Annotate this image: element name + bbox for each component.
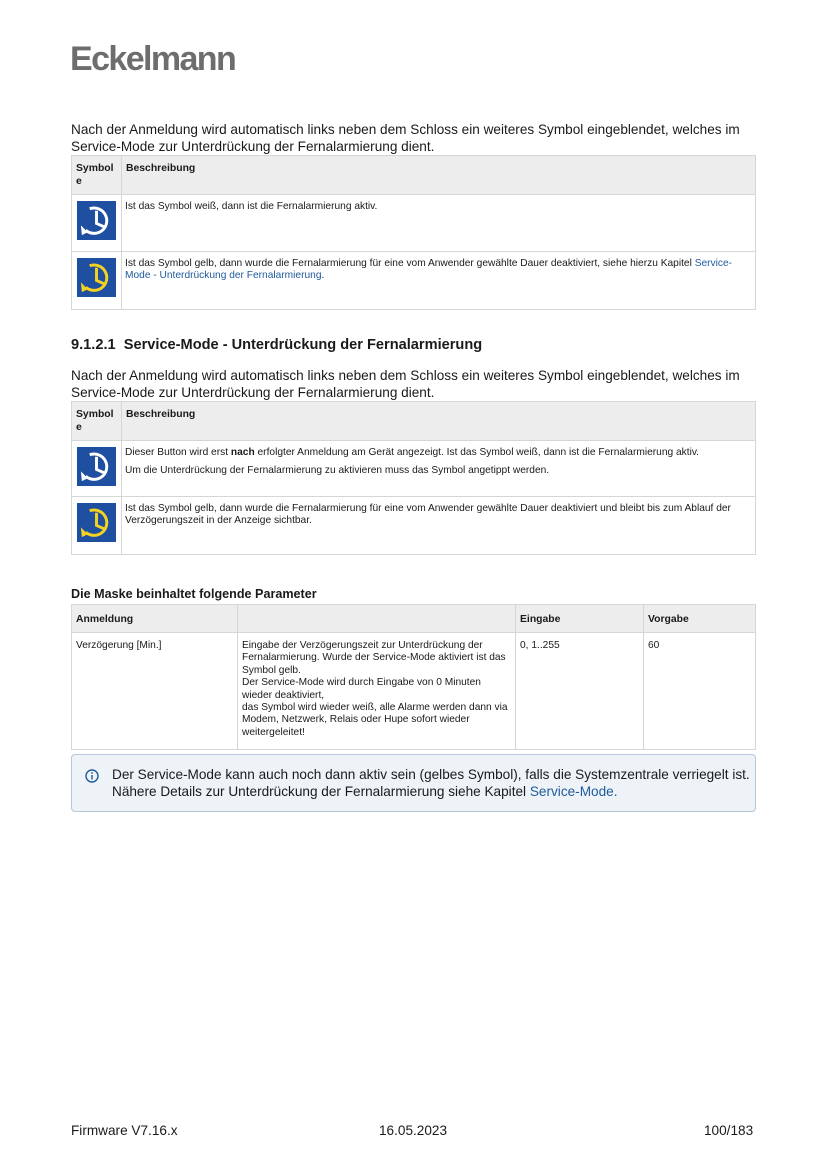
header-vorgabe: Vorgabe xyxy=(644,605,756,633)
param-name: Verzögerung [Min.] xyxy=(72,633,238,750)
symbol-table-2 xyxy=(71,401,756,555)
row-description: Ist das Symbol gelb, dann wurde die Fernalarmierung für eine vom Anwender gewählte Dauer deaktiviert, siehe hierzu Kapitel Service-Mode - Unterdrückung der Fernalarmierung. xyxy=(122,252,756,310)
footer-page-number: 100/183 xyxy=(704,1123,754,1138)
section-paragraph: Nach der Anmeldung wird automatisch links neben dem Schloss ein weiteres Symbol eingeblendet, welches im Service-Mode zur Unterdrückung der Fernalarmierung dient. xyxy=(71,368,740,400)
parameter-table xyxy=(71,604,756,750)
header-symbol: Symbol e xyxy=(72,156,122,195)
header-description: Beschreibung xyxy=(122,402,756,441)
clock-arrow-yellow-icon xyxy=(77,258,116,297)
service-mode-link[interactable]: Service-Mode - Unterdrückung der Fernalarmierung xyxy=(125,258,733,282)
clock-arrow-white-icon[interactable] xyxy=(77,447,116,486)
header-anmeldung: Anmeldung xyxy=(72,605,238,633)
service-mode-chapter-link[interactable]: Service-Mode. xyxy=(529,784,618,799)
table-row xyxy=(72,252,756,310)
symbol-table-1 xyxy=(71,155,756,310)
row-description: Ist das Symbol weiß, dann ist die Fernalarmierung aktiv. xyxy=(122,195,756,252)
row-description: Dieser Button wird erst nach erfolgter Anmeldung am Gerät angezeigt. Ist das Symbol weiß, dann ist die Fernalarmierung aktiv. Um die Unterdrückung der Fernalarmierung zu aktivieren muss das Symbol angetippt werden. xyxy=(122,441,756,497)
header-description: Beschreibung xyxy=(122,156,756,195)
table-row xyxy=(72,497,756,555)
header-blank xyxy=(238,605,516,633)
intro-paragraph: Nach der Anmeldung wird automatisch links neben dem Schloss ein weiteres Symbol eingeblendet, welches im Service-Mode zur Unterdrückung der Fernalarmierung dient. xyxy=(71,122,740,154)
table-row xyxy=(72,441,756,497)
footer-date: 16.05.2023 xyxy=(379,1123,448,1138)
clock-arrow-yellow-icon xyxy=(77,503,116,542)
info-box xyxy=(71,754,756,812)
footer-firmware: Firmware V7.16.x xyxy=(71,1123,178,1138)
row-description: Ist das Symbol gelb, dann wurde die Fernalarmierung für eine vom Anwender gewählte Dauer deaktiviert und bleibt bis zum Ablauf der Verzögerungszeit in der Anzeige sichtbar. xyxy=(122,497,756,555)
info-text: Der Service-Mode kann auch noch dann aktiv sein (gelbes Symbol), falls die Systemzentrale verriegelt ist. Nähere Details zur Unterdrückung der Fernalarmierung siehe Kapitel Service-Mode. xyxy=(112,767,750,799)
eckelmann-logo: Eckelmann xyxy=(70,40,236,78)
param-input: 0, 1..255 xyxy=(516,633,644,750)
header-eingabe: Eingabe xyxy=(516,605,644,633)
params-heading: Die Maske beinhaltet folgende Parameter xyxy=(71,587,317,601)
info-icon xyxy=(85,769,99,783)
param-description: Eingabe der Verzögerungszeit zur Unterdrückung der Fernalarmierung. Wurde der Service-Mode aktiviert ist das Symbol gelb. Der Service-Mode wird durch Eingabe von 0 Minuten wieder deaktiviert, das Symbol wird wieder weiß, alle Alarme werden dann via Modem, Netzwerk, Relais oder Hupe sofort wieder weitergeleitet! xyxy=(238,633,516,750)
header-symbol: Symbol e xyxy=(72,402,122,441)
clock-arrow-white-icon xyxy=(77,201,116,240)
param-default: 60 xyxy=(644,633,756,750)
table-row xyxy=(72,195,756,252)
section-heading: 9.1.2.1 Service-Mode - Unterdrückung der Fernalarmierung xyxy=(71,337,483,353)
table-row xyxy=(72,633,756,750)
